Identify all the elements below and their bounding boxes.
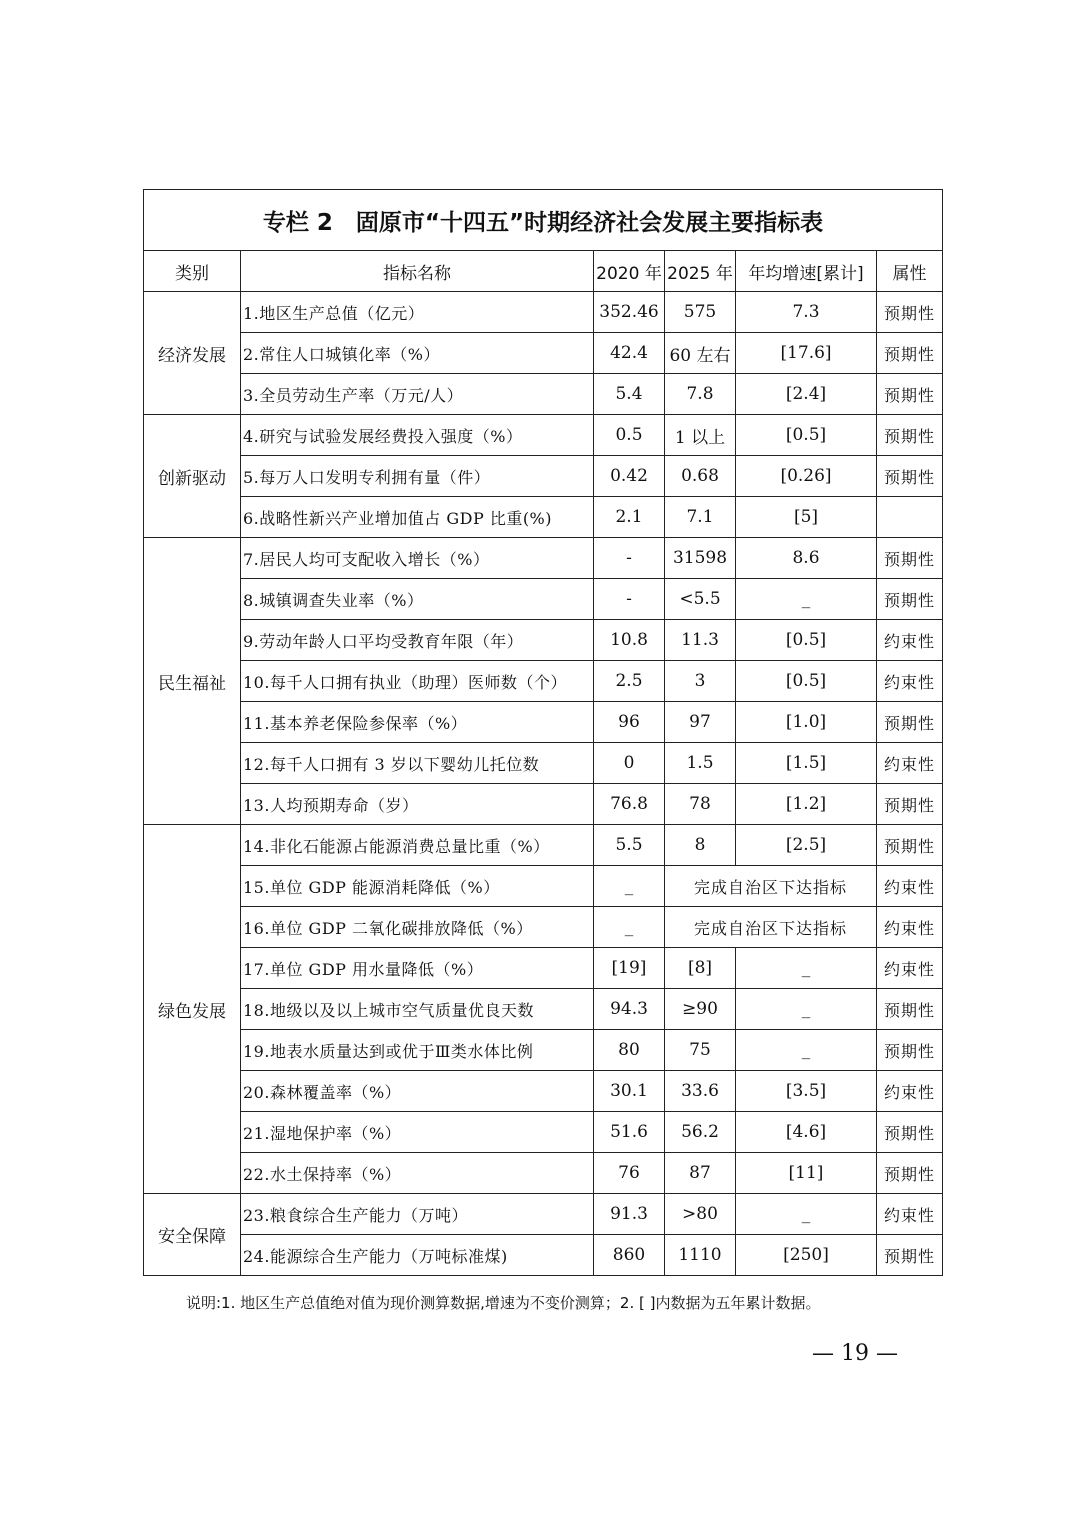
attribute-cell: 预期性 — [877, 784, 943, 825]
value-2020: 94.3 — [594, 989, 665, 1030]
value-2025: 1 以上 — [665, 415, 736, 456]
indicator-name: 1.地区生产总值（亿元） — [241, 292, 594, 333]
value-2025: 33.6 — [665, 1071, 736, 1112]
table-row — [144, 825, 943, 866]
value-2020: 42.4 — [594, 333, 665, 374]
growth-value: [0.5] — [736, 415, 877, 456]
table-row — [144, 948, 943, 989]
attribute-cell: 约束性 — [877, 948, 943, 989]
value-2020: 352.46 — [594, 292, 665, 333]
value-2025: [8] — [665, 948, 736, 989]
attribute-cell: 预期性 — [877, 1153, 943, 1194]
table-row — [144, 989, 943, 1030]
category-cell: 绿色发展 — [144, 825, 241, 1194]
category-cell: 安全保障 — [144, 1194, 241, 1276]
value-2025: 87 — [665, 1153, 736, 1194]
indicator-name: 16.单位 GDP 二氧化碳排放降低（%） — [241, 907, 594, 948]
value-2025: 8 — [665, 825, 736, 866]
table-row — [144, 866, 943, 907]
header-growth: 年均增速[累计] — [736, 251, 877, 292]
table-row — [144, 1235, 943, 1276]
indicator-name: 20.森林覆盖率（%） — [241, 1071, 594, 1112]
value-2025: 1.5 — [665, 743, 736, 784]
attribute-cell — [877, 497, 943, 538]
attribute-cell: 预期性 — [877, 374, 943, 415]
merged-target-cell: 完成自治区下达指标 — [665, 907, 877, 948]
growth-value: 8.6 — [736, 538, 877, 579]
table-row — [144, 374, 943, 415]
table-row — [144, 497, 943, 538]
value-2020: _ — [594, 907, 665, 948]
indicator-name: 2.常住人口城镇化率（%） — [241, 333, 594, 374]
growth-value: [0.5] — [736, 661, 877, 702]
header-indicator: 指标名称 — [241, 251, 594, 292]
table-row — [144, 333, 943, 374]
indicator-name: 5.每万人口发明专利拥有量（件） — [241, 456, 594, 497]
value-2020: - — [594, 579, 665, 620]
page-number: — 19 — — [812, 1341, 898, 1366]
growth-value: [17.6] — [736, 333, 877, 374]
table-row — [144, 743, 943, 784]
growth-value: [4.6] — [736, 1112, 877, 1153]
category-cell: 经济发展 — [144, 292, 241, 415]
value-2020: 2.1 — [594, 497, 665, 538]
growth-value: _ — [736, 1194, 877, 1235]
indicator-name: 14.非化石能源占能源消费总量比重（%） — [241, 825, 594, 866]
value-2025: 56.2 — [665, 1112, 736, 1153]
indicator-name: 18.地级以及以上城市空气质量优良天数 — [241, 989, 594, 1030]
value-2020: 80 — [594, 1030, 665, 1071]
attribute-cell: 预期性 — [877, 456, 943, 497]
value-2020: 5.5 — [594, 825, 665, 866]
value-2025: 1110 — [665, 1235, 736, 1276]
value-2025: 97 — [665, 702, 736, 743]
indicator-name: 8.城镇调查失业率（%） — [241, 579, 594, 620]
value-2020: 96 — [594, 702, 665, 743]
table-row — [144, 620, 943, 661]
attribute-cell: 预期性 — [877, 702, 943, 743]
value-2020: 2.5 — [594, 661, 665, 702]
value-2020: 0.5 — [594, 415, 665, 456]
value-2020: 30.1 — [594, 1071, 665, 1112]
indicator-name: 19.地表水质量达到或优于Ⅲ类水体比例 — [241, 1030, 594, 1071]
attribute-cell: 预期性 — [877, 989, 943, 1030]
value-2020: 91.3 — [594, 1194, 665, 1235]
attribute-cell: 预期性 — [877, 1112, 943, 1153]
table-row — [144, 1153, 943, 1194]
value-2025: 0.68 — [665, 456, 736, 497]
value-2025: >80 — [665, 1194, 736, 1235]
growth-value: [11] — [736, 1153, 877, 1194]
indicator-name: 15.单位 GDP 能源消耗降低（%） — [241, 866, 594, 907]
value-2020: - — [594, 538, 665, 579]
growth-value: [2.4] — [736, 374, 877, 415]
value-2020: 10.8 — [594, 620, 665, 661]
table-row — [144, 907, 943, 948]
growth-value: 7.3 — [736, 292, 877, 333]
attribute-cell: 预期性 — [877, 1030, 943, 1071]
table-row — [144, 579, 943, 620]
header-category: 类别 — [144, 251, 241, 292]
attribute-cell: 预期性 — [877, 825, 943, 866]
table-row — [144, 702, 943, 743]
attribute-cell: 约束性 — [877, 1071, 943, 1112]
indicator-table — [143, 189, 943, 1276]
value-2020: 76 — [594, 1153, 665, 1194]
value-2025: 3 — [665, 661, 736, 702]
growth-value: [3.5] — [736, 1071, 877, 1112]
attribute-cell: 预期性 — [877, 333, 943, 374]
attribute-cell: 预期性 — [877, 1235, 943, 1276]
value-2020: 5.4 — [594, 374, 665, 415]
table-row — [144, 1194, 943, 1235]
value-2020: 76.8 — [594, 784, 665, 825]
growth-value: [1.5] — [736, 743, 877, 784]
indicator-name: 22.水土保持率（%） — [241, 1153, 594, 1194]
value-2020: 0 — [594, 743, 665, 784]
value-2025: 31598 — [665, 538, 736, 579]
growth-value: [1.2] — [736, 784, 877, 825]
indicator-name: 23.粮食综合生产能力（万吨） — [241, 1194, 594, 1235]
indicator-name: 10.每千人口拥有执业（助理）医师数（个） — [241, 661, 594, 702]
table-row — [144, 1030, 943, 1071]
growth-value: _ — [736, 1030, 877, 1071]
attribute-cell: 预期性 — [877, 292, 943, 333]
value-2020: _ — [594, 866, 665, 907]
indicator-name: 12.每千人口拥有 3 岁以下婴幼儿托位数 — [241, 743, 594, 784]
table-row — [144, 456, 943, 497]
merged-target-cell: 完成自治区下达指标 — [665, 866, 877, 907]
table-row — [144, 784, 943, 825]
table-row — [144, 1112, 943, 1153]
growth-value: [0.26] — [736, 456, 877, 497]
category-cell: 民生福祉 — [144, 538, 241, 825]
value-2025: ≥90 — [665, 989, 736, 1030]
table-row — [144, 415, 943, 456]
growth-value: _ — [736, 948, 877, 989]
value-2025: 7.1 — [665, 497, 736, 538]
value-2020: 0.42 — [594, 456, 665, 497]
growth-value: [1.0] — [736, 702, 877, 743]
value-2025: 11.3 — [665, 620, 736, 661]
growth-value: [2.5] — [736, 825, 877, 866]
value-2025: 78 — [665, 784, 736, 825]
table-body — [144, 292, 943, 1276]
attribute-cell: 约束性 — [877, 661, 943, 702]
indicator-name: 11.基本养老保险参保率（%） — [241, 702, 594, 743]
growth-value: [5] — [736, 497, 877, 538]
category-cell: 创新驱动 — [144, 415, 241, 538]
growth-value: _ — [736, 579, 877, 620]
header-2020: 2020 年 — [594, 251, 665, 292]
value-2025: <5.5 — [665, 579, 736, 620]
value-2020: 51.6 — [594, 1112, 665, 1153]
attribute-cell: 约束性 — [877, 1194, 943, 1235]
indicator-name: 17.单位 GDP 用水量降低（%） — [241, 948, 594, 989]
footnote: 说明:1. 地区生产总值绝对值为现价测算数据,增速为不变价测算；2. [ ]内数据为五年累计数据。 — [186, 1294, 821, 1312]
growth-value: [0.5] — [736, 620, 877, 661]
table-row — [144, 292, 943, 333]
indicator-name: 9.劳动年龄人口平均受教育年限（年） — [241, 620, 594, 661]
attribute-cell: 预期性 — [877, 579, 943, 620]
table-row — [144, 661, 943, 702]
attribute-cell: 约束性 — [877, 743, 943, 784]
indicator-name: 21.湿地保护率（%） — [241, 1112, 594, 1153]
value-2020: 860 — [594, 1235, 665, 1276]
header-2025: 2025 年 — [665, 251, 736, 292]
indicator-name: 13.人均预期寿命（岁） — [241, 784, 594, 825]
indicator-name: 4.研究与试验发展经费投入强度（%） — [241, 415, 594, 456]
attribute-cell: 约束性 — [877, 907, 943, 948]
header-attribute: 属性 — [877, 251, 943, 292]
growth-value: _ — [736, 989, 877, 1030]
value-2025: 75 — [665, 1030, 736, 1071]
indicator-name: 6.战略性新兴产业增加值占 GDP 比重(%) — [241, 497, 594, 538]
value-2025: 60 左右 — [665, 333, 736, 374]
table-row — [144, 1071, 943, 1112]
growth-value: [250] — [736, 1235, 877, 1276]
value-2020: [19] — [594, 948, 665, 989]
indicator-name: 7.居民人均可支配收入增长（%） — [241, 538, 594, 579]
table-row — [144, 538, 943, 579]
table-title: 专栏 2 固原市“十四五”时期经济社会发展主要指标表 — [144, 190, 943, 251]
attribute-cell: 预期性 — [877, 415, 943, 456]
attribute-cell: 约束性 — [877, 866, 943, 907]
indicator-name: 3.全员劳动生产率（万元/人） — [241, 374, 594, 415]
attribute-cell: 约束性 — [877, 620, 943, 661]
value-2025: 7.8 — [665, 374, 736, 415]
attribute-cell: 预期性 — [877, 538, 943, 579]
indicator-name: 24.能源综合生产能力（万吨标准煤) — [241, 1235, 594, 1276]
header-row — [144, 251, 943, 292]
value-2025: 575 — [665, 292, 736, 333]
